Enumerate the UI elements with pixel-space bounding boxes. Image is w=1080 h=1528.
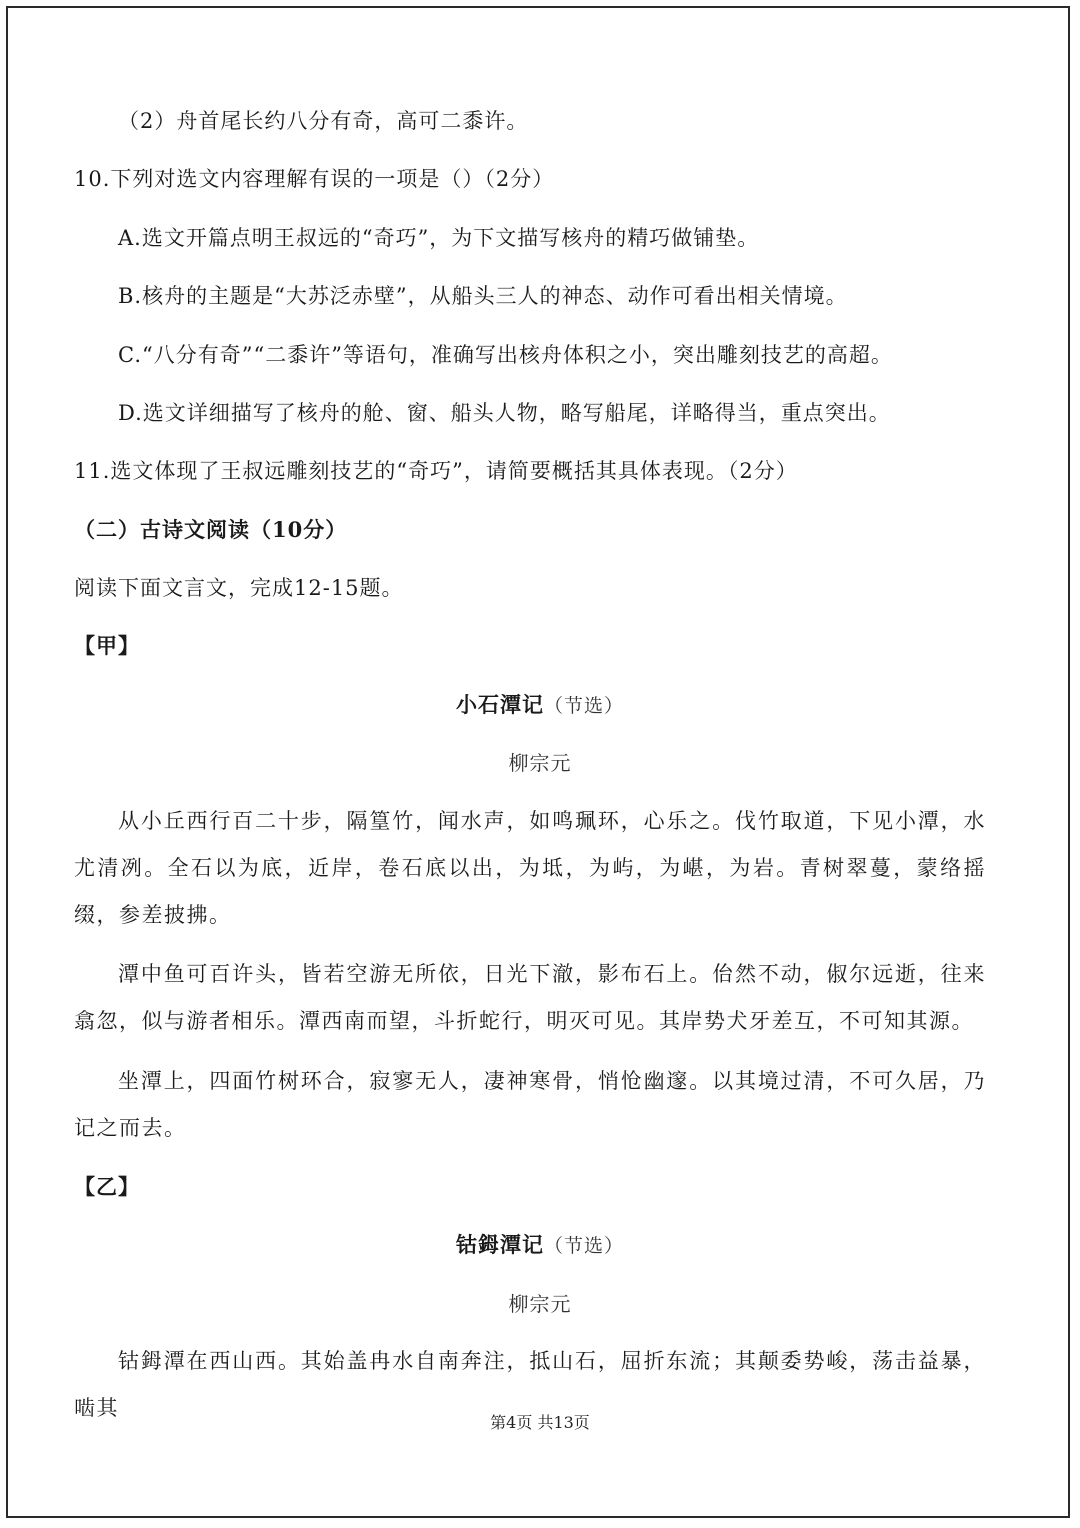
passage-a-title xyxy=(0,690,1080,721)
passage-b-title-text: 钴鉧潭记 xyxy=(455,1232,544,1257)
passage-a-paragraph-1: 从小丘西行百二十步，隔篁竹，闻水声，如鸣珮环，心乐之。伐竹取道，下见小潭，水尤清冽。全石以为底，近岸，卷石底以出，为坻，为屿，为嵁，为岩。青树翠蔓，蒙络摇缀，参差披拂。 xyxy=(74,809,986,927)
passage-a-marker: 【甲】 xyxy=(74,633,140,658)
passage-a-title-note: （节选） xyxy=(543,695,624,717)
q11-stem: 11.选文体现了王叔远雕刻技艺的“奇巧”，请简要概括其具体表现。（2分） xyxy=(74,459,798,483)
q10-stem: 10.下列对选文内容理解有误的一项是（）（2分） xyxy=(74,167,555,191)
q10-option-d: D.选文详细描写了核舟的舱、窗、船头人物，略写船尾，详略得当，重点突出。 xyxy=(118,401,891,425)
page-number-footer: 第4页 共13页 xyxy=(490,1413,590,1432)
passage-a-paragraph-3: 坐潭上，四面竹树环合，寂寥无人，凄神寒骨，悄怆幽邃。以其境过清，不可久居，乃记之而去。 xyxy=(74,1069,986,1140)
section-instruction: 阅读下面文言文，完成12-15题。 xyxy=(74,576,404,600)
passage-b-paragraph-1: 钴鉧潭在西山西。其始盖冉水自南奔注，抵山石，屈折东流；其颠委势峻，荡击益暴，啮其 xyxy=(74,1349,986,1420)
passage-b-marker: 【乙】 xyxy=(74,1174,140,1199)
passage-b-author: 柳宗元 xyxy=(508,1292,572,1316)
passage-b-title xyxy=(0,1230,1080,1261)
passage-b-title-note: （节选） xyxy=(543,1235,624,1257)
passage-a-author: 柳宗元 xyxy=(508,751,572,775)
passage-a-paragraph-2: 潭中鱼可百许头，皆若空游无所依，日光下澈，影布石上。佁然不动，俶尔远逝，往来翕忽，似与游者相乐。潭西南而望，斗折蛇行，明灭可见。其岸势犬牙差互，不可知其源。 xyxy=(74,962,986,1033)
q10-option-a: A.选文开篇点明王叔远的“奇巧”，为下文描写核舟的精巧做铺垫。 xyxy=(118,226,760,250)
passage-a-title-text: 小石潭记 xyxy=(455,692,544,717)
q10-option-c: C.“八分有奇”“二黍许”等语句，准确写出核舟体积之小，突出雕刻技艺的高超。 xyxy=(118,343,893,367)
section-heading: （二）古诗文阅读（10分） xyxy=(74,517,348,542)
q10-option-b: B.核舟的主题是“大苏泛赤壁”，从船头三人的神态、动作可看出相关情境。 xyxy=(118,284,848,308)
q9-item-2: （2）舟首尾长约八分有奇，高可二黍许。 xyxy=(118,109,529,133)
